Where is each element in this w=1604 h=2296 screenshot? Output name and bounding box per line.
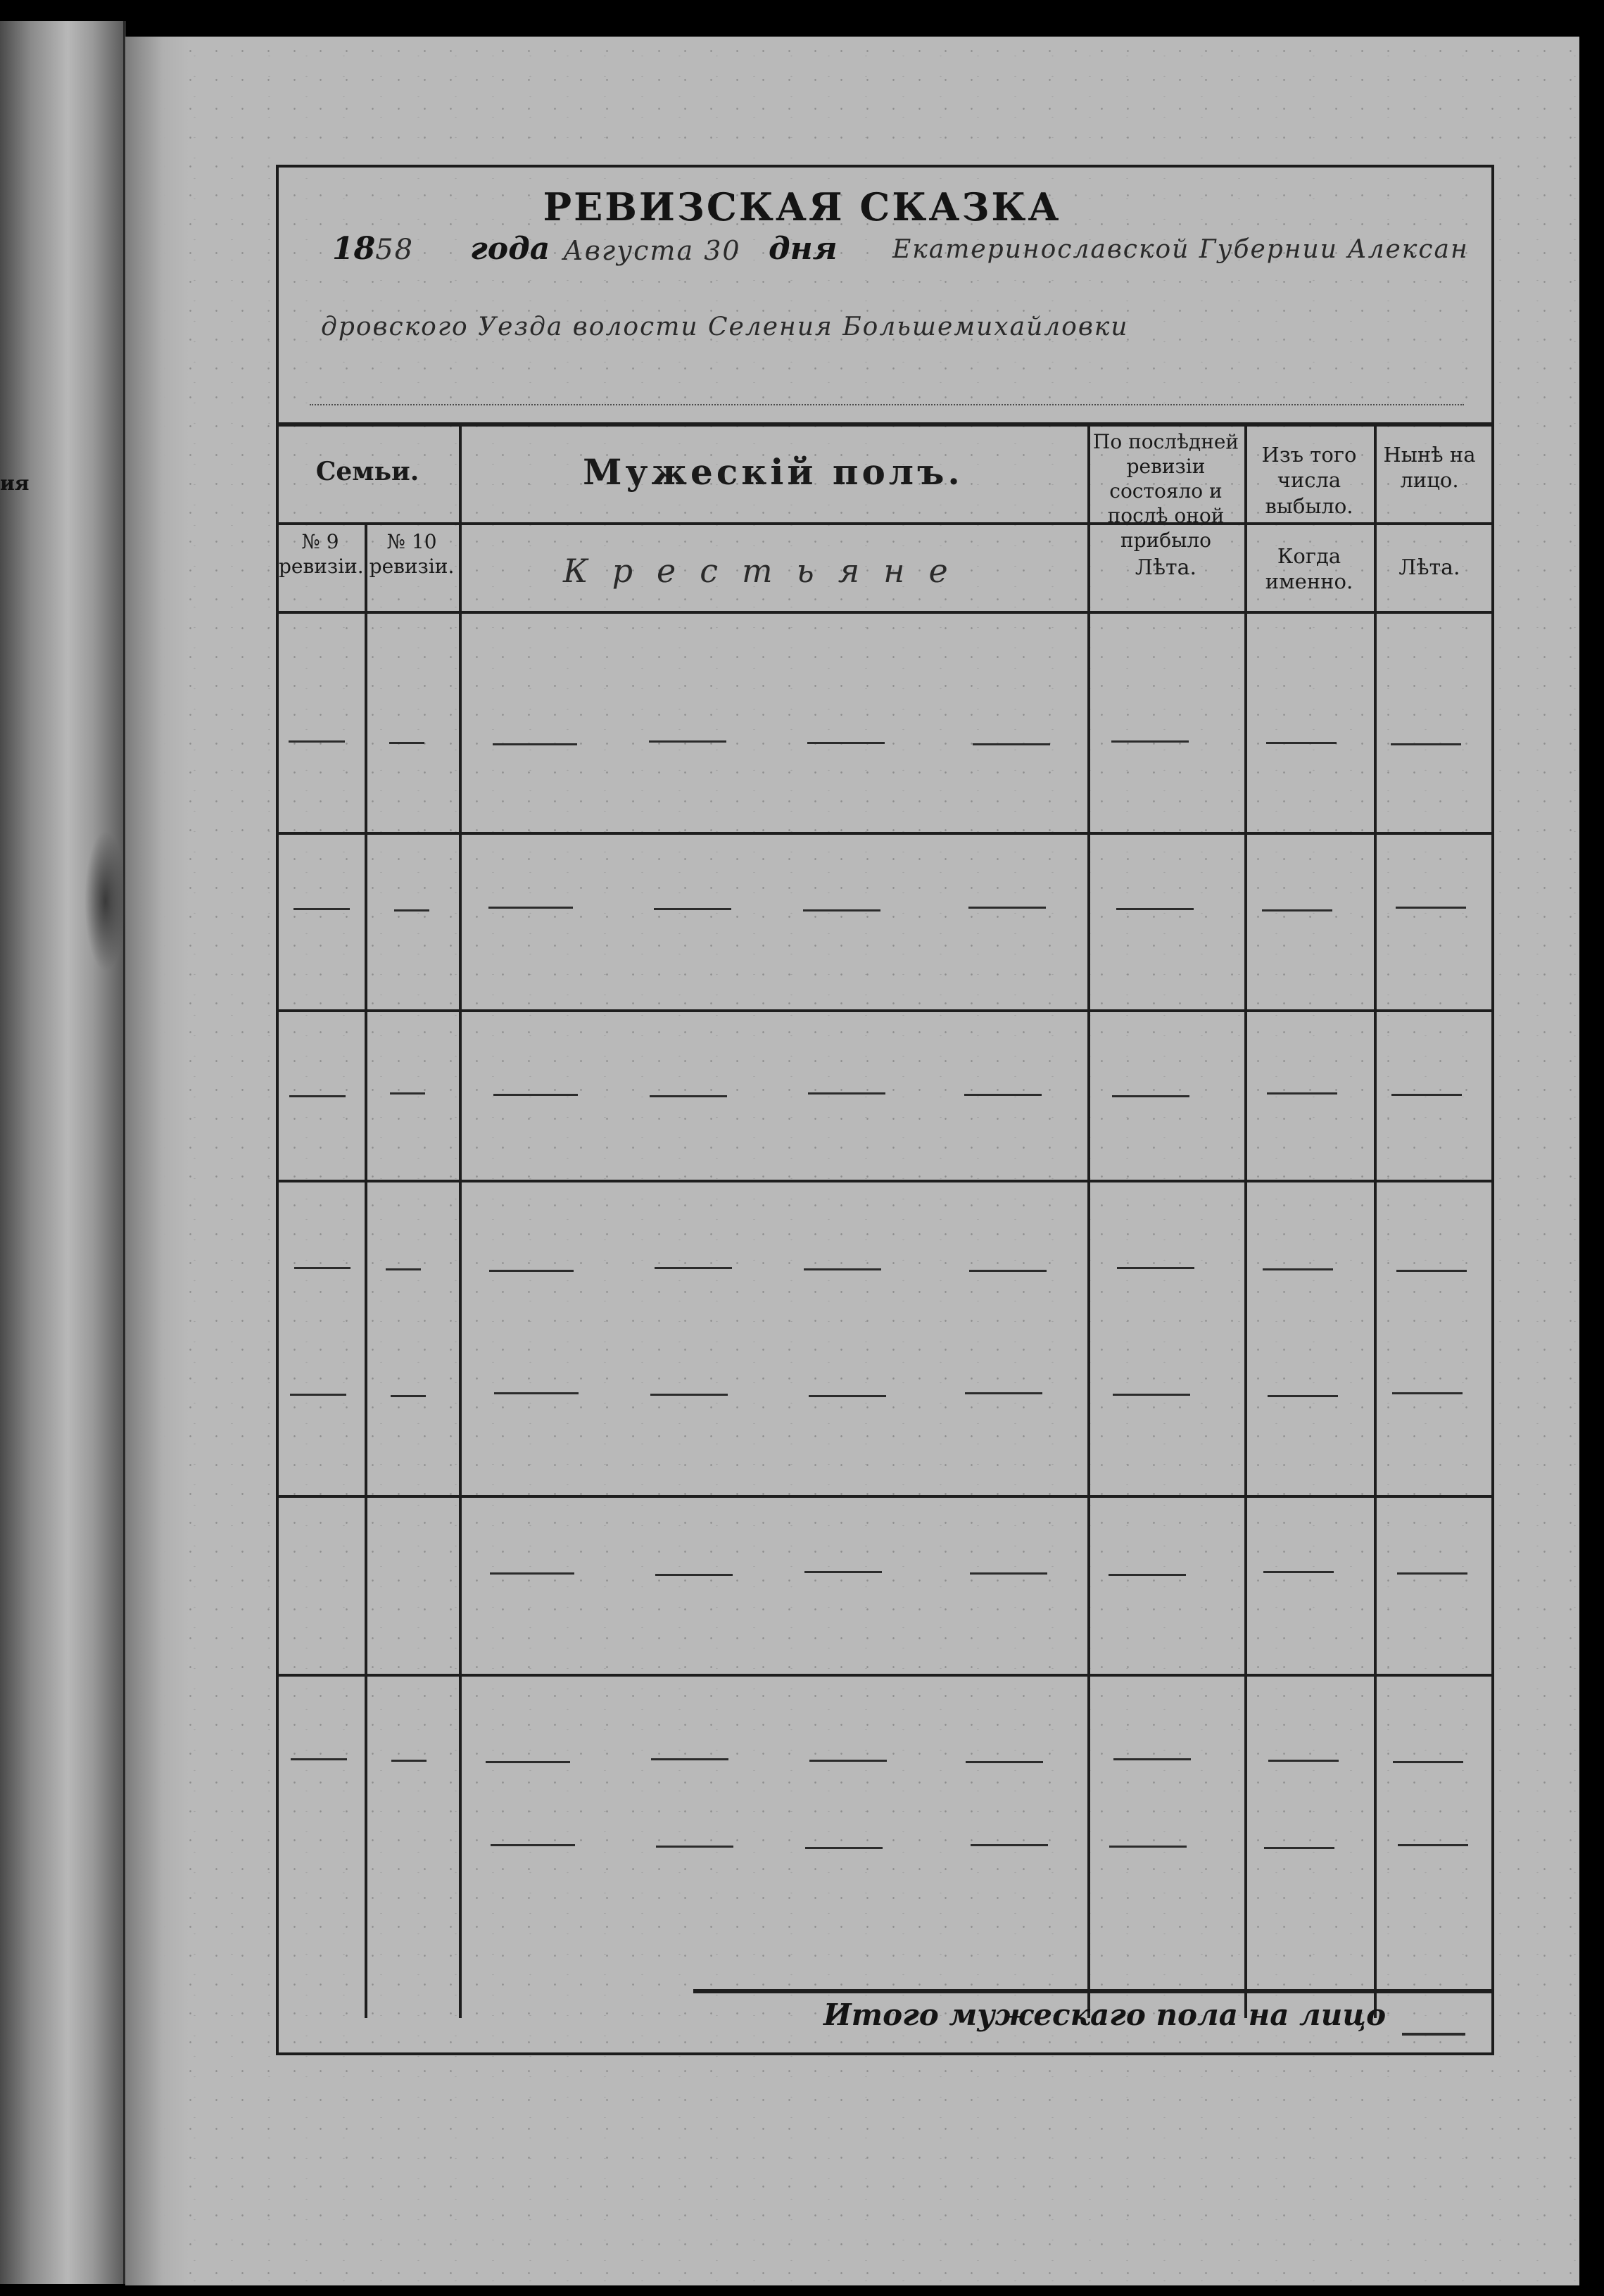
col-line-2 [459, 422, 462, 2018]
blank-dash [1391, 743, 1461, 745]
blank-dash [386, 1268, 421, 1270]
handwritten-date: Августа 30 [563, 235, 741, 266]
header-male-sex: Мужескiй полъ. [583, 451, 964, 493]
header-of-that-number-left: Изъ того числа выбыло. [1261, 443, 1357, 518]
blank-dash [293, 908, 350, 910]
blank-dash [1266, 742, 1337, 744]
blank-dash [394, 909, 429, 912]
footer-rule [693, 1989, 1491, 1993]
header-now-present: Нынѣ на лицо. [1383, 443, 1476, 493]
blank-dash [1392, 1392, 1463, 1394]
blank-dash [294, 1267, 351, 1269]
blank-dash [1264, 1847, 1334, 1849]
year-handwritten-digits: 58 [375, 234, 415, 266]
row-divider [276, 832, 1491, 835]
blank-dash [488, 907, 573, 909]
blank-dash [650, 1394, 728, 1396]
blank-dash [391, 1760, 427, 1762]
blank-dash [655, 1574, 733, 1576]
blank-dash [1117, 1267, 1194, 1269]
handwritten-class-peasants: Крестьяне [563, 552, 972, 590]
blank-dash [486, 1761, 570, 1763]
col-line-4 [1244, 422, 1247, 2018]
row-divider [276, 1674, 1491, 1677]
blank-dash [803, 909, 880, 912]
blank-dash [805, 1847, 883, 1849]
blank-dash [291, 1758, 347, 1760]
previous-page-edge [0, 21, 126, 2284]
blank-dash [289, 1095, 346, 1097]
handwritten-place-line-1: Екатеринославской Губернии Алексан [892, 235, 1469, 264]
blank-dash [1112, 1095, 1189, 1097]
year-field [332, 231, 414, 267]
blank-dash [808, 1092, 885, 1095]
blank-dash [1391, 1094, 1462, 1096]
blank-dash [966, 1761, 1043, 1763]
blank-dash [1267, 1092, 1337, 1095]
header-by-last-revision: По послѣдней ревизiи состояло и послѣ оной прибыло [1092, 430, 1239, 552]
paper-stain [84, 831, 127, 971]
blank-dash [655, 1267, 732, 1269]
blank-dash [654, 908, 731, 910]
previous-page-fragment: ия [0, 472, 30, 495]
blank-dash [649, 740, 726, 743]
blank-dash [971, 1844, 1048, 1846]
total-blank-dash [1402, 2033, 1465, 2036]
blank-dash [804, 1268, 881, 1270]
blank-dash [650, 1095, 727, 1097]
blank-dash [807, 742, 885, 744]
blank-dash [1396, 907, 1466, 909]
col-line-3 [1087, 422, 1090, 2018]
blank-dash [1263, 1268, 1333, 1270]
blank-dash [493, 743, 577, 745]
blank-dash [1398, 1844, 1468, 1846]
blank-dash [1113, 1394, 1190, 1396]
blank-dash [1397, 1572, 1467, 1575]
label-day: дня [769, 231, 838, 267]
form-title: РЕВИЗСКАЯ СКАЗКА [543, 184, 1061, 229]
blank-dash [965, 1392, 1042, 1394]
header-families: Семьи. [315, 457, 419, 486]
blank-dash [809, 1395, 886, 1397]
blank-dash [1113, 1758, 1191, 1760]
row-divider [276, 1495, 1491, 1498]
blank-dash [491, 1844, 575, 1846]
blank-dash [494, 1392, 579, 1394]
row-divider [276, 1009, 1491, 1012]
blank-dash [1268, 1395, 1338, 1397]
blank-dash [1116, 908, 1194, 910]
blank-dash [969, 1270, 1047, 1272]
label-year: года [470, 231, 550, 267]
header-years-2: Лѣта. [1398, 555, 1460, 580]
blank-dash [1111, 740, 1189, 743]
blank-dash [489, 1270, 574, 1272]
blank-dash [1393, 1761, 1463, 1763]
blank-dash [1268, 1760, 1339, 1762]
total-male-present-label: Итого мужескаго пола на лицо [823, 1998, 1387, 2032]
blank-dash [493, 1094, 578, 1096]
blank-dash [1263, 1571, 1334, 1573]
header-when-named: Когда именно. [1265, 544, 1353, 594]
blank-dash [973, 743, 1050, 745]
col-line-5 [1374, 422, 1377, 2018]
blank-dash [964, 1094, 1042, 1096]
header-no-9-revision: № 9 ревизiи. [279, 530, 364, 578]
blank-dash [389, 742, 424, 744]
blank-dash [390, 1092, 425, 1095]
blank-dash [1109, 1846, 1187, 1848]
row-divider [276, 1180, 1491, 1182]
year-printed-digits: 18 [332, 231, 376, 267]
blank-dash [391, 1395, 426, 1397]
header-years-1: Лѣта. [1135, 555, 1197, 580]
blank-dash [968, 907, 1046, 909]
blank-dash [1396, 1270, 1467, 1272]
blank-dash [656, 1846, 733, 1848]
header-no-10-revision: № 10 ревизiи. [369, 530, 455, 578]
binding-shadow [125, 37, 189, 2285]
blank-dash [289, 740, 345, 743]
blank-dash [651, 1758, 728, 1760]
blank-dash [804, 1571, 882, 1573]
blank-dash [1109, 1574, 1186, 1576]
col-line-1 [365, 522, 367, 2018]
blank-dash [1262, 909, 1332, 912]
blank-dash [970, 1572, 1047, 1575]
title-underline [310, 404, 1464, 405]
handwritten-place-line-2: дровского Уезда волости Селения Большемихайловки [321, 313, 1129, 341]
blank-dash [490, 1572, 574, 1575]
blank-dash [290, 1394, 346, 1396]
blank-dash [809, 1760, 887, 1762]
